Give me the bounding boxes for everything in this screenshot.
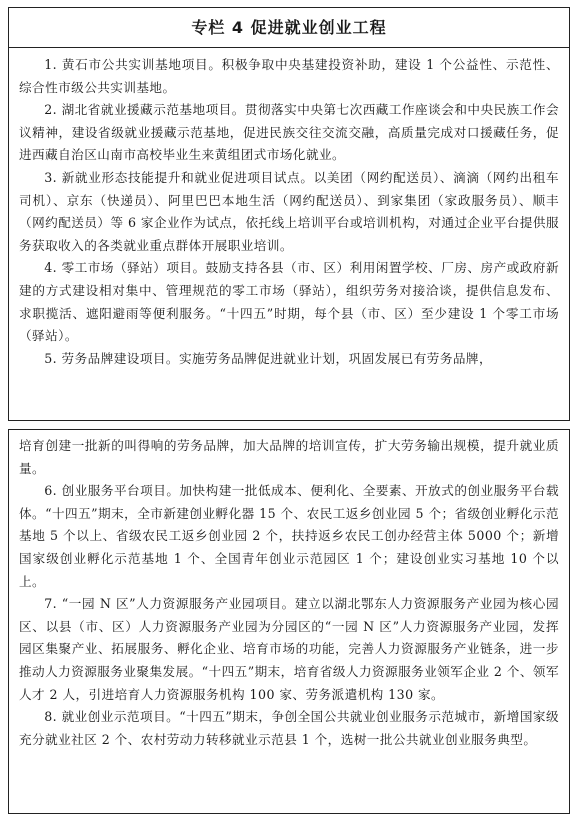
column-title: 专栏 4 促进就业创业工程	[9, 8, 569, 48]
project-item-3: 3. 新就业形态技能提升和就业促进项目试点。以美团（网约配送员）、滴滴（网约出租车司机）、京东（快递员）、阿里巴巴本地生活（网约配送员）、到家集团（家政服务员）、顺丰（网约配送员）等 6 家企业作为试点，依托线上培训平台或培训机构，对通过企业平台提供服务获取收入的各类就业重点群体开展职业培训。	[19, 169, 559, 253]
project-item-4: 4. 零工市场（驿站）项目。鼓励支持各县（市、区）利用闲置学校、厂房、房产或政府新建的方式建设相对集中、管理规范的零工市场（驿站），组织劳务对接洽谈，提供信息发布、求职揽活、遮阳避雨等便利服务。“十四五”时期，每个县（市、区）至少建设 1 个零工市场（驿站）。	[19, 260, 559, 344]
column-body	[9, 48, 569, 370]
project-item-6: 6. 创业服务平台项目。加快构建一批低成本、便利化、全要素、开放式的创业服务平台载体。“十四五”期末，全市新建创业孵化器 15 个、农民工返乡创业园 5 个；省级创业孵化示范基地 5 个以上、省级农民工返乡创业园 2 个，扶持返乡农民工创办经营主体 5000 个；新增国家级创业孵化示范基地 1 个、全国青年创业示范园区 1 个；建设创业实习基地 10 个以上。	[19, 483, 559, 589]
column-box-top	[8, 7, 570, 421]
project-item-7: 7. “一园 N 区”人力资源服务产业园项目。建立以湖北鄂东人力资源服务产业园为核心园区、以县（市、区）人力资源服务产业园为分园区的“一园 N 区”人力资源服务产业园，发挥园区集聚产业、拓展服务、孵化企业、培育市场的功能，完善人力资源服务产业链条，进一步推动人力资源服务业聚集发展。“十四五”期末，培育省级人力资源服务业领军企业 2 个、领军人才 2 人，引进培育人力资源服务机构 100 家、劳务派遣机构 130 家。	[19, 596, 559, 702]
project-item-5: 5. 劳务品牌建设项目。实施劳务品牌促进就业计划，巩固发展已有劳务品牌，	[44, 350, 493, 366]
column-box-bottom	[8, 429, 570, 814]
column-body-continued	[9, 430, 569, 751]
project-item-8: 8. 就业创业示范项目。“十四五”期末，争创全国公共就业创业服务示范城市，新增国家级充分就业社区 2 个、农村劳动力转移就业示范县 1 个，选树一批公共就业创业服务典型。	[19, 709, 559, 747]
project-item-2: 2. 湖北省就业援藏示范基地项目。贯彻落实中央第七次西藏工作座谈会和中央民族工作会议精神，建设省级就业援藏示范基地，促进民族交往交流交融，高质量完成对口援藏任务，促进西藏自治区山南市高校毕业生来黄组团式市场化就业。	[19, 102, 559, 163]
project-item-1: 1. 黄石市公共实训基地项目。积极争取中央基建投资补助，建设 1 个公益性、示范性、综合性市级公共实训基地。	[19, 57, 559, 95]
project-item-5-continued: 培育创建一批新的叫得响的劳务品牌，加大品牌的培训宣传，扩大劳务输出规模，提升就业质量。	[19, 438, 559, 476]
